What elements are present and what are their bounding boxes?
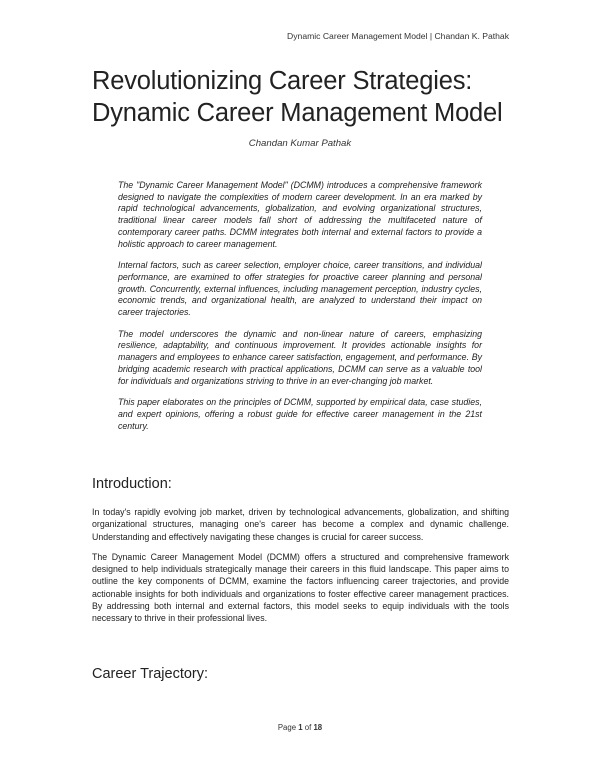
title-line-2: Dynamic Career Management Model [92, 98, 503, 127]
career-trajectory-heading: Career Trajectory: [92, 666, 209, 682]
of-label: of [304, 723, 312, 732]
abstract-paragraph: This paper elaborates on the principles of DCMM, supported by empirical data, case studies, and expert opinions, offering a robust guide for effective career management in the 21st century. [118, 397, 482, 431]
body-paragraph: In today's rapidly evolving job market, driven by technological advancements, globalization, and shifting organizational structures, managing one's career has become a complex and dynamic challenge. Understanding and effectively navigating these changes is crucial for career success. [92, 507, 509, 542]
body-paragraph: The Dynamic Career Management Model (DCMM) offers a structured and comprehensive framework designed to help individuals strategically manage their careers in this fluid landscape. This paper aims to outline the key components of DCMM, examine the factors influencing career trajectories, and provide actionable insights for both individuals and organizations to foster effective career management practices. By addressing both internal and external factors, this model seeks to equip individuals with the tools necessary to thrive in their professional lives. [92, 551, 509, 624]
page-number: 1 [298, 723, 303, 732]
title-line-1: Revolutionizing Career Strategies: [92, 67, 473, 95]
abstract [118, 180, 482, 442]
abstract-paragraph: Internal factors, such as career selection, employer choice, career transitions, and individual performance, are examined to offer strategies for proactive career planning and personal growth. Concurrently, external influences, including management perception, industry cycles, economic trends, and organizational health, are analyzed to understand their impact on career trajectories. [118, 260, 482, 318]
page-label: Page [277, 723, 297, 732]
introduction-body [92, 506, 509, 633]
author-name: Chandan Kumar Pathak [248, 138, 352, 149]
introduction-heading: Introduction: [92, 476, 172, 492]
running-header: Dynamic Career Management Model | Chandan K. Pathak [287, 31, 509, 41]
page-footer [0, 723, 600, 732]
paper-title [92, 66, 532, 129]
total-pages: 18 [313, 723, 323, 732]
abstract-paragraph: The "Dynamic Career Management Model" (DCMM) introduces a comprehensive framework designed to navigate the complexities of modern career development. In an era marked by rapid technological advancements, globalization, and evolving organizational structures, traditional linear career models fall short of addressing the multifaceted nature of contemporary career paths. DCMM integrates both internal and external factors to provide a holistic approach to career management. [118, 180, 482, 249]
abstract-paragraph: The model underscores the dynamic and non-linear nature of careers, emphasizing resilience, adaptability, and continuous improvement. It provides actionable insights for managers and employees to enhance career satisfaction, engagement, and performance. By bridging academic research with practical applications, DCMM can serve as a valuable tool for individuals and organizations striving to thrive in an ever-changing job market. [118, 328, 482, 386]
